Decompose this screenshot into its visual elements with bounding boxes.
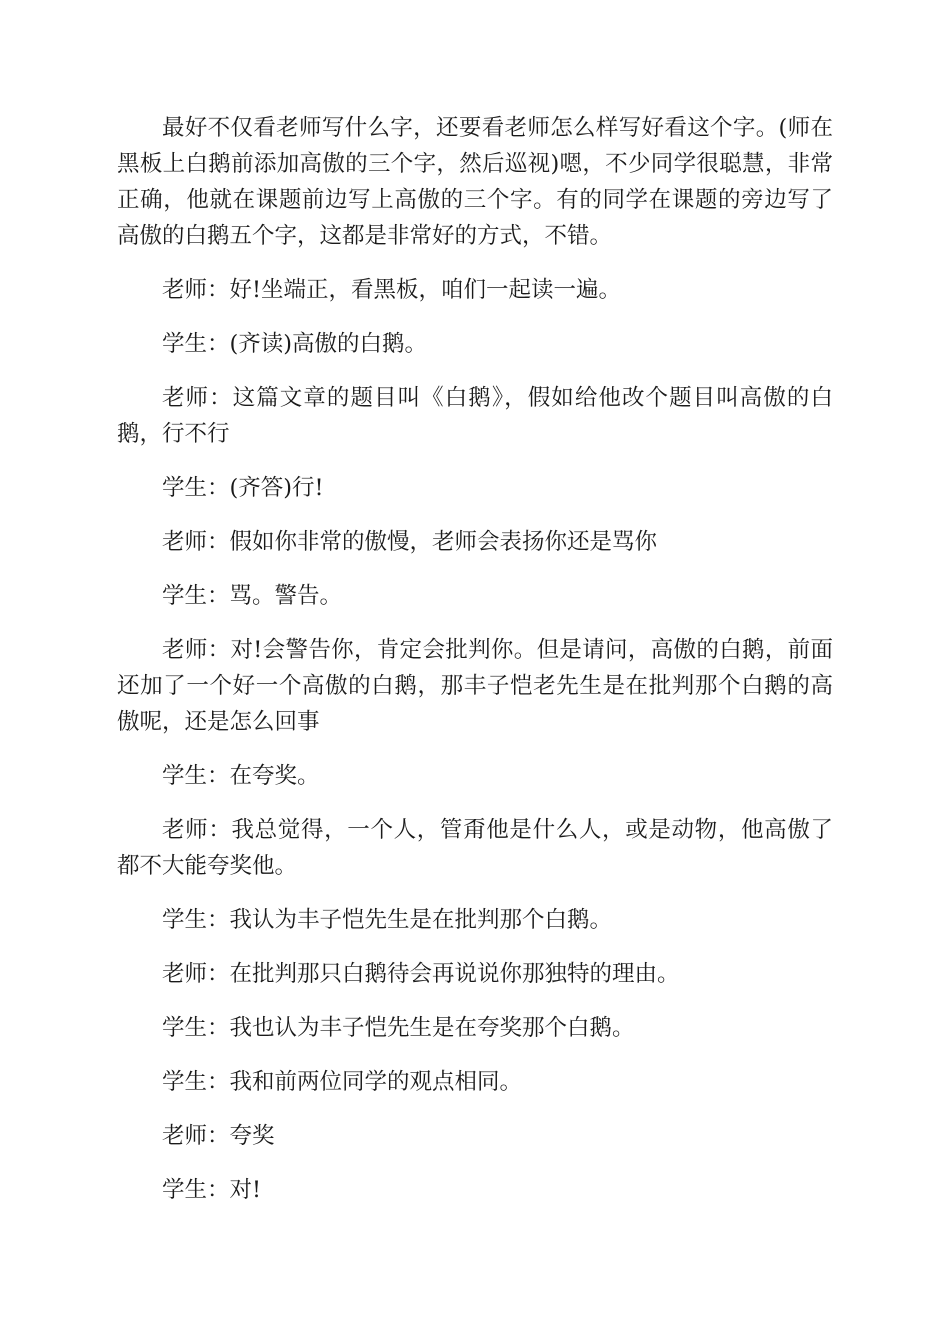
paragraph-3: 学生：(齐读)高傲的白鹅。 — [162, 331, 428, 357]
paragraph-10: 老师：我总觉得，一个人，管甭他是什么人，或是动物，他高傲了都不大能夸奖他。 — [117, 817, 833, 879]
paragraph-9: 学生：在夸奖。 — [162, 763, 320, 789]
paragraph-16: 学生：对! — [162, 1177, 262, 1203]
paragraph-2: 老师：好!坐端正，看黑板，咱们一起读一遍。 — [162, 277, 622, 303]
paragraph-14: 学生：我和前两位同学的观点相同。 — [162, 1069, 523, 1095]
paragraph-12: 老师：在批判那只白鹅待会再说说你那独特的理由。 — [162, 961, 680, 987]
paragraph-8: 老师：对!会警告你，肯定会批判你。但是请问，高傲的白鹅，前面还加了一个好一个高傲的白鹅，那丰子恺老先生是在批判那个白鹅的高傲呢，还是怎么回事 — [117, 637, 833, 735]
paragraph-1: 最好不仅看老师写什么字，还要看老师怎么样写好看这个字。(师在黑板上白鹅前添加高傲的三个字，然后巡视)嗯，不少同学很聪慧，非常正确，他就在课题前边写上高傲的三个字。有的同学在课题的旁边写了高傲的白鹅五个字，这都是非常好的方式，不错。 — [117, 115, 833, 249]
paragraph-15: 老师：夸奖 — [162, 1123, 275, 1149]
paragraph-4: 老师：这篇文章的题目叫《白鹅》，假如给他改个题目叫高傲的白鹅，行不行 — [117, 385, 833, 447]
paragraph-13: 学生：我也认为丰子恺先生是在夸奖那个白鹅。 — [162, 1015, 635, 1041]
paragraph-6: 老师：假如你非常的傲慢，老师会表扬你还是骂你 — [162, 529, 658, 555]
paragraph-5: 学生：(齐答)行! — [162, 475, 324, 501]
paragraph-7: 学生：骂。警告。 — [162, 583, 343, 609]
paragraph-11: 学生：我认为丰子恺先生是在批判那个白鹅。 — [162, 907, 613, 933]
document-body — [117, 110, 833, 1226]
